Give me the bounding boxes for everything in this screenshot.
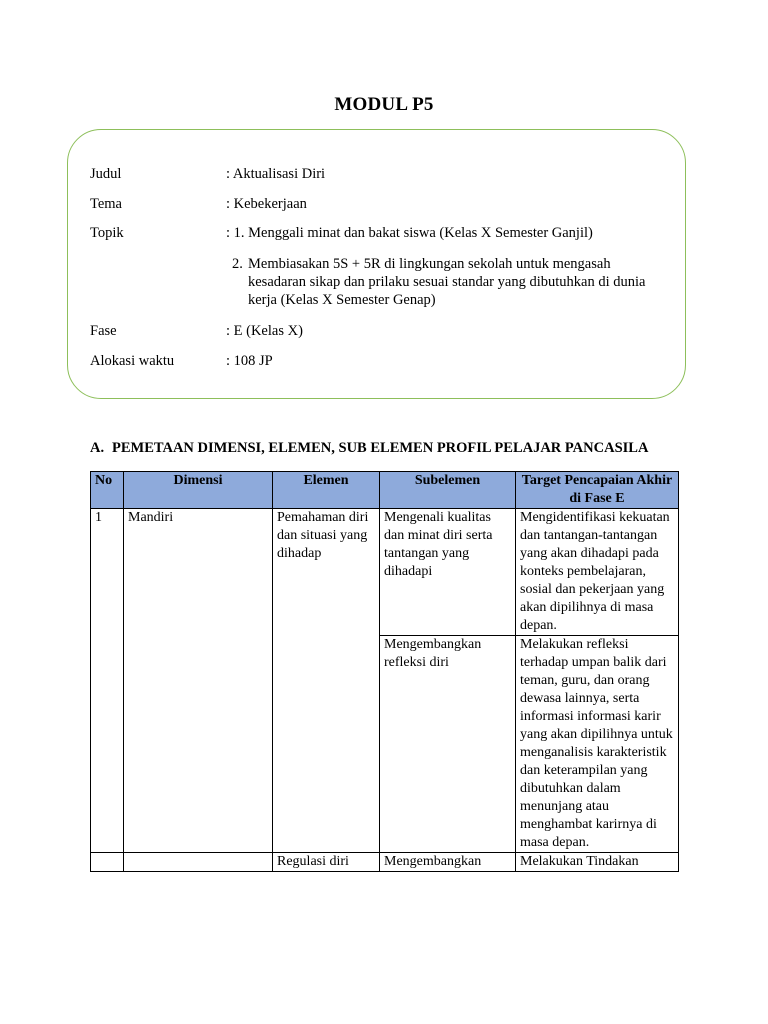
cell-no: 1 [91, 509, 124, 853]
cell-subelemen: Mengembangkan [380, 853, 516, 872]
cell-subelemen: Mengenali kualitas dan minat diri serta tantangan yang dihadapi [380, 509, 516, 636]
profile-mapping-table [90, 471, 679, 872]
info-label: Topik [90, 225, 124, 241]
header-no: No [91, 472, 124, 509]
cell-target: Mengidentifikasi kekuatan dan tantangan-tantangan yang akan dihadapi pada konteks pembelajaran, sosial dan pekerjaan yang akan dipilihnya di masa depan. [516, 509, 679, 636]
section-heading [90, 440, 648, 457]
info-value: : E (Kelas X) [226, 323, 303, 339]
table-row [91, 853, 679, 872]
info-value: : Aktualisasi Diri [226, 166, 326, 182]
cell-dimensi: Mandiri [124, 509, 273, 853]
info-value: : 1. Menggali minat dan bakat siswa (Kelas X Semester Ganjil) [226, 225, 593, 241]
info-label: Fase [90, 323, 117, 339]
topic-number: 2. [232, 256, 243, 272]
cell-subelemen: Mengembangkan refleksi diri [380, 636, 516, 853]
cell-elemen: Pemahaman diri dan situasi yang dihadap [273, 509, 380, 853]
cell-target: Melakukan Tindakan [516, 853, 679, 872]
cell-no [91, 853, 124, 872]
header-elemen: Elemen [273, 472, 380, 509]
info-value: : 108 JP [226, 353, 273, 369]
topic-text: Membiasakan 5S + 5R di lingkungan sekolah untuk mengasah kesadaran sikap dan prilaku sesuai standar yang dibutuhkan di dunia kerja (Kelas X Semester Genap) [248, 256, 646, 308]
section-letter: A. [90, 440, 105, 456]
header-target: Target Pencapaian Akhir di Fase E [516, 472, 679, 509]
cell-dimensi [124, 853, 273, 872]
table-header-row [91, 472, 679, 509]
info-value: : Kebekerjaan [226, 196, 307, 212]
document-title: MODUL P5 [334, 94, 434, 115]
header-subelemen: Subelemen [380, 472, 516, 509]
header-dimensi: Dimensi [124, 472, 273, 509]
cell-target: Melakukan refleksi terhadap umpan balik dari teman, guru, dan orang dewasa lainnya, serta informasi informasi karir yang akan dipilihnya untuk menganalisis karakteristik dan keterampilan yang dibutuhkan dalam menunjang atau menghambat karirnya di masa depan. [516, 636, 679, 853]
cell-elemen: Regulasi diri [273, 853, 380, 872]
info-label: Alokasi waktu [90, 353, 175, 369]
info-label: Judul [90, 166, 122, 182]
info-label: Tema [90, 196, 122, 212]
table-row [91, 509, 679, 636]
section-title: PEMETAAN DIMENSI, ELEMEN, SUB ELEMEN PROFIL PELAJAR PANCASILA [112, 440, 649, 456]
